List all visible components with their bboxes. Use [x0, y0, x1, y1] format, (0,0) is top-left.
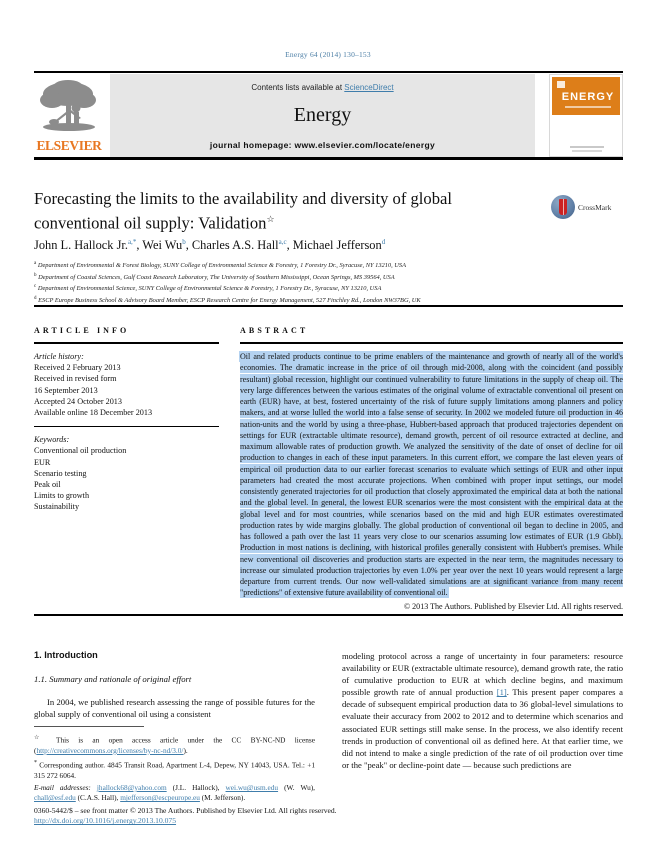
issn-line: 0360-5442/$ – see front matter © 2013 The Authors. Published by Elsevier Ltd. All rights reserved.: [34, 806, 337, 815]
keyword-item: Scenario testing: [34, 468, 87, 478]
subsection-heading-summary: 1.1. Summary and rationale of original effort: [34, 674, 192, 684]
journal-masthead: [34, 71, 623, 159]
affiliation-marker: d: [34, 296, 37, 302]
footnote-corresponding-marker: *: [34, 760, 37, 767]
masthead-top-rule: [34, 71, 623, 73]
contents-band: [110, 74, 535, 157]
affiliation-marker: c: [34, 284, 37, 290]
contents-available-line: [110, 83, 535, 92]
section-heading-introduction: 1. Introduction: [34, 650, 98, 660]
footnote-license: [34, 733, 315, 756]
keyword-item: EUR: [34, 457, 51, 467]
author-list: John L. Hallock Jr.$^{a,*}$, Wei Wu$^b$, Charles A.S. Hall$^{a,c}$, Michael Jefferson$^d$: [34, 238, 386, 253]
article-history-item: Received in revised form: [34, 374, 117, 384]
frontmatter-block: [34, 806, 594, 827]
affiliation-item: $^c$ Department of Environmental Science, SUNY College of Environmental Science & Forestry, 1 Forestry Dr., Syracuse, NY 13210, USA: [34, 284, 382, 293]
cover-orange-band: [552, 77, 620, 115]
header-divider-rule: [34, 305, 623, 307]
cover-footer-rule-1: [570, 146, 604, 148]
article-history-item: Accepted 24 October 2013: [34, 396, 122, 406]
title-footnote-marker[interactable]: ☆: [266, 214, 275, 224]
keyword-item: Conventional oil production: [34, 446, 127, 456]
abstract-rule-top: [240, 342, 623, 344]
title-text: Forecasting the limits to the availability and diversity of global conventional oil supply: Validation: [34, 189, 452, 233]
crossmark-book-spine: [563, 199, 564, 215]
footnote-license-tail: ).: [183, 745, 188, 755]
email-link[interactable]: chall@esf.edu: [34, 793, 76, 803]
email-owner: (W. Wu),: [284, 783, 315, 793]
email-link[interactable]: mjefferson@escpeurope.eu: [120, 793, 200, 803]
crossmark-badge[interactable]: [551, 195, 625, 221]
intro-paragraph-right: [342, 650, 623, 771]
email-link[interactable]: wei.wu@usm.edu: [225, 783, 279, 793]
article-info-rule-top: [34, 342, 219, 344]
article-info-rule-mid: [34, 426, 219, 427]
abstract-text: [240, 351, 623, 599]
keyword-item: Sustainability: [34, 502, 80, 512]
running-head: Energy 64 (2014) 130–153: [285, 50, 371, 59]
abstract-highlighted-text[interactable]: Oil and related products continue to be prime enablers of the maintenance and growth of nearly all of the world's economies. The dramatic increase in the price of oil through mid-2008, along with the coincident (and possibly resultant) global recession, highlight our continued vulnerability to future limitations in the supply of cheap oil. The very large differences between the various estimates of the original volume of extractable conventional oil present on earth (EUR) have, at best, fostered uncertainty of the risk of future supply limitations among planners and policy makers, and at worse lulled the world into a false sense of security. In 2002 we modeled future oil production in 46 nation-units and the world by using a three-phase, Hubbert-based approach that produced trajectories dependent on settings for EUR (extractable ultimate resource), demand growth, percent of oil resource extracted at decline, and maximum allowable rates of production growth. We analyzed the sensitivity of the date of onset of decline for oil production to changes in each of these input parameters. In this current effort, we compare the last eleven years of empirical oil production data to our earlier forecast scenarios to evaluate which settings of EUR and other input parameters had created the most accurate projections. When combined with proper input settings, our model consistently generated trajectories for oil production that closely approximated the empirical data at both the national and the global level. In general, the lowest EUR scenarios were the most consistent with the empirical data at the global level and for most countries, while scenarios based on the mid and high EUR estimates overestimated production rates by wide margins globally. The global production of conventional oil began to decline in 2005, and has followed a path over the last 11 years very close to our scenarios assuming low estimates of EUR (1.9 Gbbl). Production in most nations is declining, with historical profiles generally consistent with Hubbert's premises. While new conventional oil discoveries and production starts are expected in the near term, the magnitudes necessary to increase our simulated production trajectories by even 1.0% per year over the next 10 years would represent a large departure from current trends. Our now well-validated simulations are at significant variance from many recent "predictions" of extensive future availability of conventional oil.: [240, 352, 623, 598]
footnote-corresponding: [34, 758, 315, 781]
email-addresses-label: E-mail addresses:: [34, 783, 91, 793]
abstract-column: [240, 326, 623, 611]
article-history-item: 16 September 2013: [34, 385, 98, 395]
article-history-items: [34, 362, 219, 418]
keyword-item: Limits to growth: [34, 491, 90, 501]
affiliation-item: $^b$ Department of Coastal Sciences, Gulf Coast Research Laboratory, The University of Southern Mississippi, Ocean Springs, MS 39564, USA: [34, 272, 395, 281]
footnote-license-text: This is an open access article under the CC BY-NC-ND license (: [34, 735, 315, 755]
journal-title: Energy: [293, 104, 352, 126]
body-column-right: [342, 650, 623, 771]
email-owner: (C.A.S. Hall),: [77, 793, 119, 803]
article-info-column: [34, 326, 219, 513]
footnote-divider-rule: [34, 726, 144, 727]
keywords-block: [34, 434, 219, 512]
crossmark-label: CrossMark: [578, 203, 612, 212]
footnote-corresponding-text: Corresponding author. 4845 Transit Road, Apartment L-4, Depew, NY 14043, USA. Tel.: +1 315 272 6064.: [34, 760, 315, 780]
article-history-item: Received 2 February 2013: [34, 363, 121, 373]
keywords-items: [34, 445, 219, 512]
email-owner: (M. Jefferson).: [201, 793, 246, 803]
article-history-item: Available online 18 December 2013: [34, 408, 153, 418]
article-history-label: Article history:: [34, 352, 84, 361]
journal-cover-thumbnail[interactable]: [549, 74, 623, 157]
intro-right-part2: . This present paper compares a decade of subsequent empirical production data to 36 global-level simulations to evaluate their accuracy from 2002 to 2012 and to determine which scenarios and associated EUR settings still make sense. In the process, we also identify recent trends in production of conventional oil as defined here. At that earlier time, we did not intend to make a single prediction of the rate of oil production over time or the "peak" or decline-point date — because such predictions are: [342, 687, 623, 770]
cover-wordmark: ENERGY: [561, 91, 615, 103]
sciencedirect-link[interactable]: ScienceDirect: [344, 83, 394, 92]
article-info-heading: ARTICLE INFO: [34, 326, 130, 335]
cover-subtitle-rule: [565, 106, 611, 108]
masthead-bottom-rule: [34, 157, 623, 160]
cover-footer-rule-2: [572, 150, 602, 152]
elsevier-tree-icon: [38, 78, 100, 136]
body-column-left: [34, 650, 315, 720]
intro-right-part1: modeling protocol across a range of uncertainty in four parameters: resource availability or EUR (extractable ultimate resource), demand growth rate, the ratio of cumulative production to EUR at which decline begins, and maximum possible growth rate of annual production: [342, 651, 623, 698]
journal-homepage[interactable]: journal homepage: www.elsevier.com/locate/energy: [209, 140, 436, 150]
footnote-emails: [34, 783, 315, 804]
page-title: [34, 188, 524, 234]
email-link[interactable]: jhallock68@yahoo.com: [96, 783, 167, 793]
cover-logo-block: [557, 81, 565, 88]
article-history-block: [34, 351, 219, 418]
email-owner: (J.L. Hallock),: [172, 783, 220, 793]
affiliation-marker: a: [34, 261, 37, 266]
abstract-copyright: © 2013 The Authors. Published by Elsevier Ltd. All rights reserved.: [404, 601, 623, 611]
footnote-block: [34, 733, 315, 806]
affiliation-item: $^d$ ESCP Europe Business School & Advisory Board Member, ESCP Research Centre for Energy Management, 527 Finchley Rd., London NW37BG, UK: [34, 296, 421, 305]
elsevier-logo: [34, 74, 104, 157]
keyword-item: Peak oil: [34, 480, 61, 490]
license-link[interactable]: http://creativecommons.org/licenses/by-nc-nd/3.0/: [36, 745, 184, 755]
elsevier-wordmark: ELSEVIER: [36, 138, 102, 153]
abstract-divider-rule: [34, 614, 623, 616]
affiliation-marker: b: [34, 272, 37, 278]
contents-prefix: Contents lists available at: [251, 83, 345, 92]
doi-link[interactable]: http://dx.doi.org/10.1016/j.energy.2013.10.075: [34, 816, 177, 826]
intro-paragraph-left: In 2004, we published research assessing the range of possible futures for the global supply of conventional oil using a consistent: [34, 697, 315, 720]
affiliation-list: [34, 259, 594, 306]
keywords-label: Keywords:: [34, 435, 70, 445]
affiliation-item: $^a$ Department of Environmental & Forest Biology, SUNY College of Environmental Science & Forestry, 1 Forestry Dr., Syracuse, NY 13210, USA: [34, 261, 407, 270]
reference-link-1[interactable]: [1]: [496, 687, 507, 698]
abstract-heading: ABSTRACT: [240, 326, 309, 335]
footnote-license-marker: ☆: [34, 735, 47, 741]
